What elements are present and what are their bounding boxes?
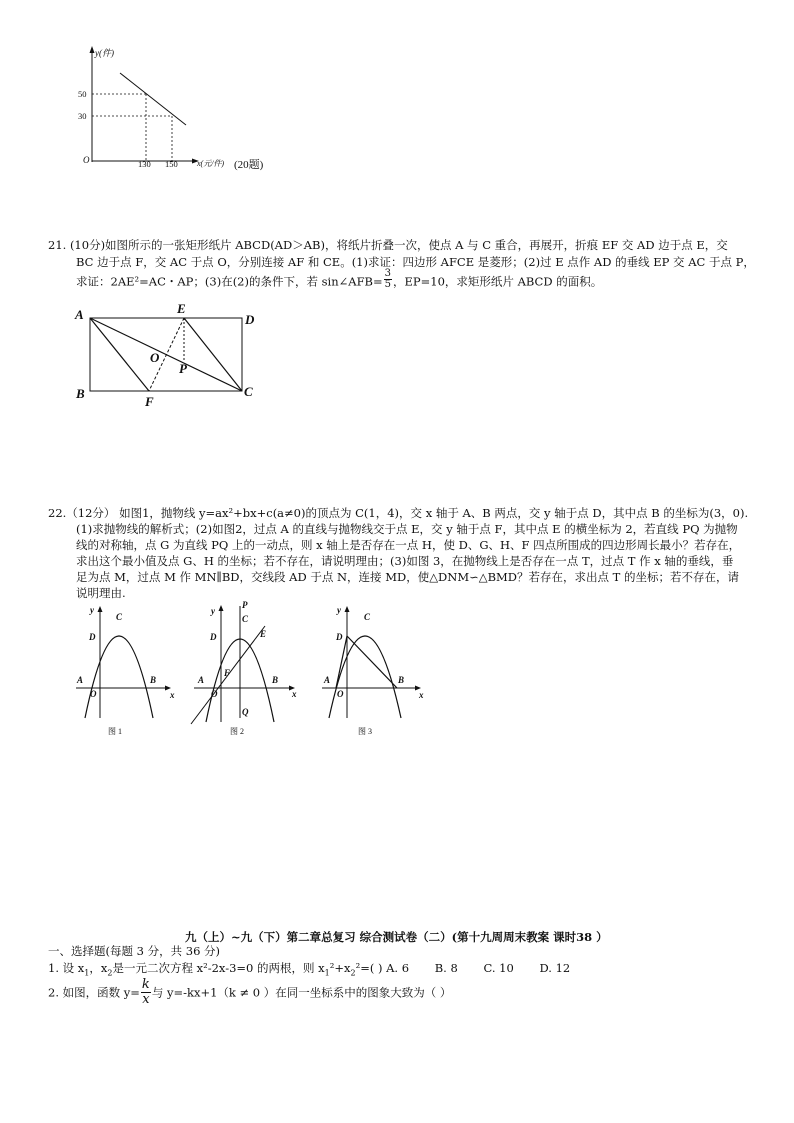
q1-text-b: ，x — [89, 961, 108, 975]
figure-q21-rectangle — [70, 300, 270, 410]
label-e: E — [260, 629, 267, 639]
label-a: A — [198, 675, 205, 685]
figure-2-caption: 图 2 — [230, 727, 244, 736]
label-b: B — [150, 675, 157, 685]
q2-denominator: x — [142, 992, 150, 1007]
q1-sub-3: 1 — [324, 968, 330, 978]
label-f: F — [224, 668, 231, 678]
q22-line2: (1)求抛物线的解析式；(2)如图2，过点 A 的直线与抛物线交于点 E，交 y 轴于点 F，其中点 E 的横坐标为 2，若直线 PQ 为抛物 — [76, 522, 738, 536]
origin-label: O — [83, 155, 90, 165]
q1-option-a: A. 6 — [386, 961, 410, 975]
q2-fraction — [141, 978, 151, 1007]
q1-text-c: 是一元二次方程 x²-2x-3=0 的两根，则 x — [112, 961, 325, 975]
y-axis-arrow-icon — [90, 46, 95, 53]
label-o: O — [337, 689, 344, 699]
q22-line3: 线的对称轴，点 G 为直线 PQ 上的一动点，则 x 轴上是否存在一点 H，使 D、G、H、F 四点所围成的四边形周长最小？若存在， — [76, 538, 741, 552]
q1-text-a: 1. 设 x — [48, 961, 85, 975]
q1-sub-4: 2 — [350, 968, 356, 978]
q21-line2: BC 边于点 F，交 AC 于点 O，分别连接 AF 和 CE。(1)求证：四边形 AFCE 是菱形；(2)过 E 点作 AD 的垂线 EP 交 AC 于点 P， — [76, 255, 755, 269]
label-x: x — [292, 689, 297, 699]
fraction-denominator: 5 — [384, 279, 392, 290]
figure-3-caption: 图 3 — [358, 727, 372, 736]
q2-text-a: 2. 如图，函数 y= — [48, 985, 140, 1000]
q21-line3 — [76, 268, 603, 293]
label-p: P — [179, 361, 187, 376]
y-tick-50: 50 — [78, 89, 87, 99]
q21-line1: 21. (10分)如图所示的一张矩形纸片 ABCD(AD＞AB)，将纸片折叠一次，使点 A 与 C 重合，再展开，折痕 EF 交 AD 边于点 E，交 — [48, 238, 728, 252]
q22-line1: 22.（12分） 如图1，抛物线 y=ax²+bx+c(a≠0)的顶点为 C(1，4)，交 x 轴于 A、B 两点，交 y 轴于点 D，其中点 B 的坐标为(3，0). — [48, 506, 749, 520]
label-y: y — [211, 606, 215, 616]
graph-caption: (20题) — [234, 159, 264, 171]
label-d: D — [89, 632, 96, 642]
section-title: 九（上）~九（下）第二章总复习 综合测试卷（二）(第十九周周末教案 课时38 ） — [185, 930, 608, 944]
label-x: x — [170, 690, 175, 700]
sin-fraction — [384, 269, 392, 290]
parabola — [329, 636, 401, 718]
segment-ad — [336, 636, 347, 688]
segment-ec — [184, 318, 242, 391]
q1-sub-2: 2 — [107, 968, 113, 978]
y-axis-arrow-icon — [345, 606, 350, 612]
label-e: E — [177, 301, 186, 316]
q22-line6: 说明理由. — [76, 586, 126, 600]
y-axis-label: y(件) — [95, 48, 114, 58]
x-tick-130: 130 — [138, 159, 151, 169]
figure-q22-1 — [72, 604, 182, 736]
y-axis-arrow-icon — [219, 605, 224, 611]
segment-af — [90, 318, 149, 391]
label-o: O — [150, 350, 160, 365]
question-2 — [48, 978, 451, 1007]
label-f: F — [145, 394, 154, 409]
label-y: y — [337, 605, 341, 615]
figure-q22-3 — [318, 604, 430, 736]
fraction-numerator: 3 — [384, 268, 392, 279]
q1-option-b: B. 8 — [434, 961, 458, 975]
q21-line3-end: ，EP=10，求矩形纸片 ABCD 的面积。 — [393, 274, 603, 289]
label-o: O — [90, 689, 97, 699]
label-c: C — [242, 614, 249, 624]
label-o: O — [211, 689, 218, 699]
y-axis-arrow-icon — [98, 606, 103, 612]
label-c: C — [116, 612, 123, 622]
label-b: B — [272, 675, 279, 685]
y-tick-30: 30 — [78, 111, 87, 121]
label-b: B — [398, 675, 405, 685]
label-q: Q — [242, 707, 249, 717]
q1-option-d: D. 12 — [539, 961, 571, 975]
q1-text-e: ²=( ) — [355, 961, 383, 975]
label-y: y — [90, 605, 94, 615]
section-heading: 一、选择题(每题 3 分，共 36 分) — [48, 944, 221, 958]
label-d: D — [336, 632, 343, 642]
figure-q22-2 — [188, 598, 304, 736]
q22-line4: 求出这个最小值及点 G、H 的坐标；若不存在，请说明理由；(3)如图 3，在抛物线上是否存在一点 T，过点 T 作 x 轴的垂线，垂 — [76, 554, 734, 568]
label-x: x — [419, 690, 424, 700]
label-b: B — [76, 386, 85, 401]
segment-bd — [347, 636, 397, 688]
label-p: P — [242, 600, 248, 610]
q1-option-c: C. 10 — [483, 961, 514, 975]
parabola — [85, 636, 153, 718]
x-tick-150: 150 — [165, 159, 178, 169]
label-a: A — [324, 675, 331, 685]
label-a: A — [77, 675, 84, 685]
label-d: D — [210, 632, 217, 642]
label-d: D — [245, 312, 255, 327]
q1-text-d: ²+x — [329, 961, 351, 975]
figure-1-caption: 图 1 — [108, 727, 122, 736]
graph-q20 — [78, 44, 278, 176]
demand-line — [120, 73, 186, 125]
q2-text-b: 与 y=-kx+1（k ≠ 0 ）在同一坐标系中的图象大致为（ ） — [151, 985, 452, 1000]
q22-line5: 足为点 M，过点 M 作 MN∥BD，交线段 AD 于点 N，连接 MD，使△DNM∽△BMD？若存在，求出点 T 的坐标；若不存在，请 — [76, 570, 740, 584]
q1-sub-1: 1 — [84, 968, 90, 978]
x-axis-label: x(元/件) — [197, 159, 225, 168]
label-c: C — [244, 384, 253, 399]
q2-numerator: k — [141, 977, 150, 992]
label-a: A — [75, 307, 84, 322]
label-c: C — [364, 612, 371, 622]
q21-line3-start: 求证：2AE²=AC・AP；(3)在(2)的条件下，若 sin∠AFB= — [76, 274, 383, 289]
